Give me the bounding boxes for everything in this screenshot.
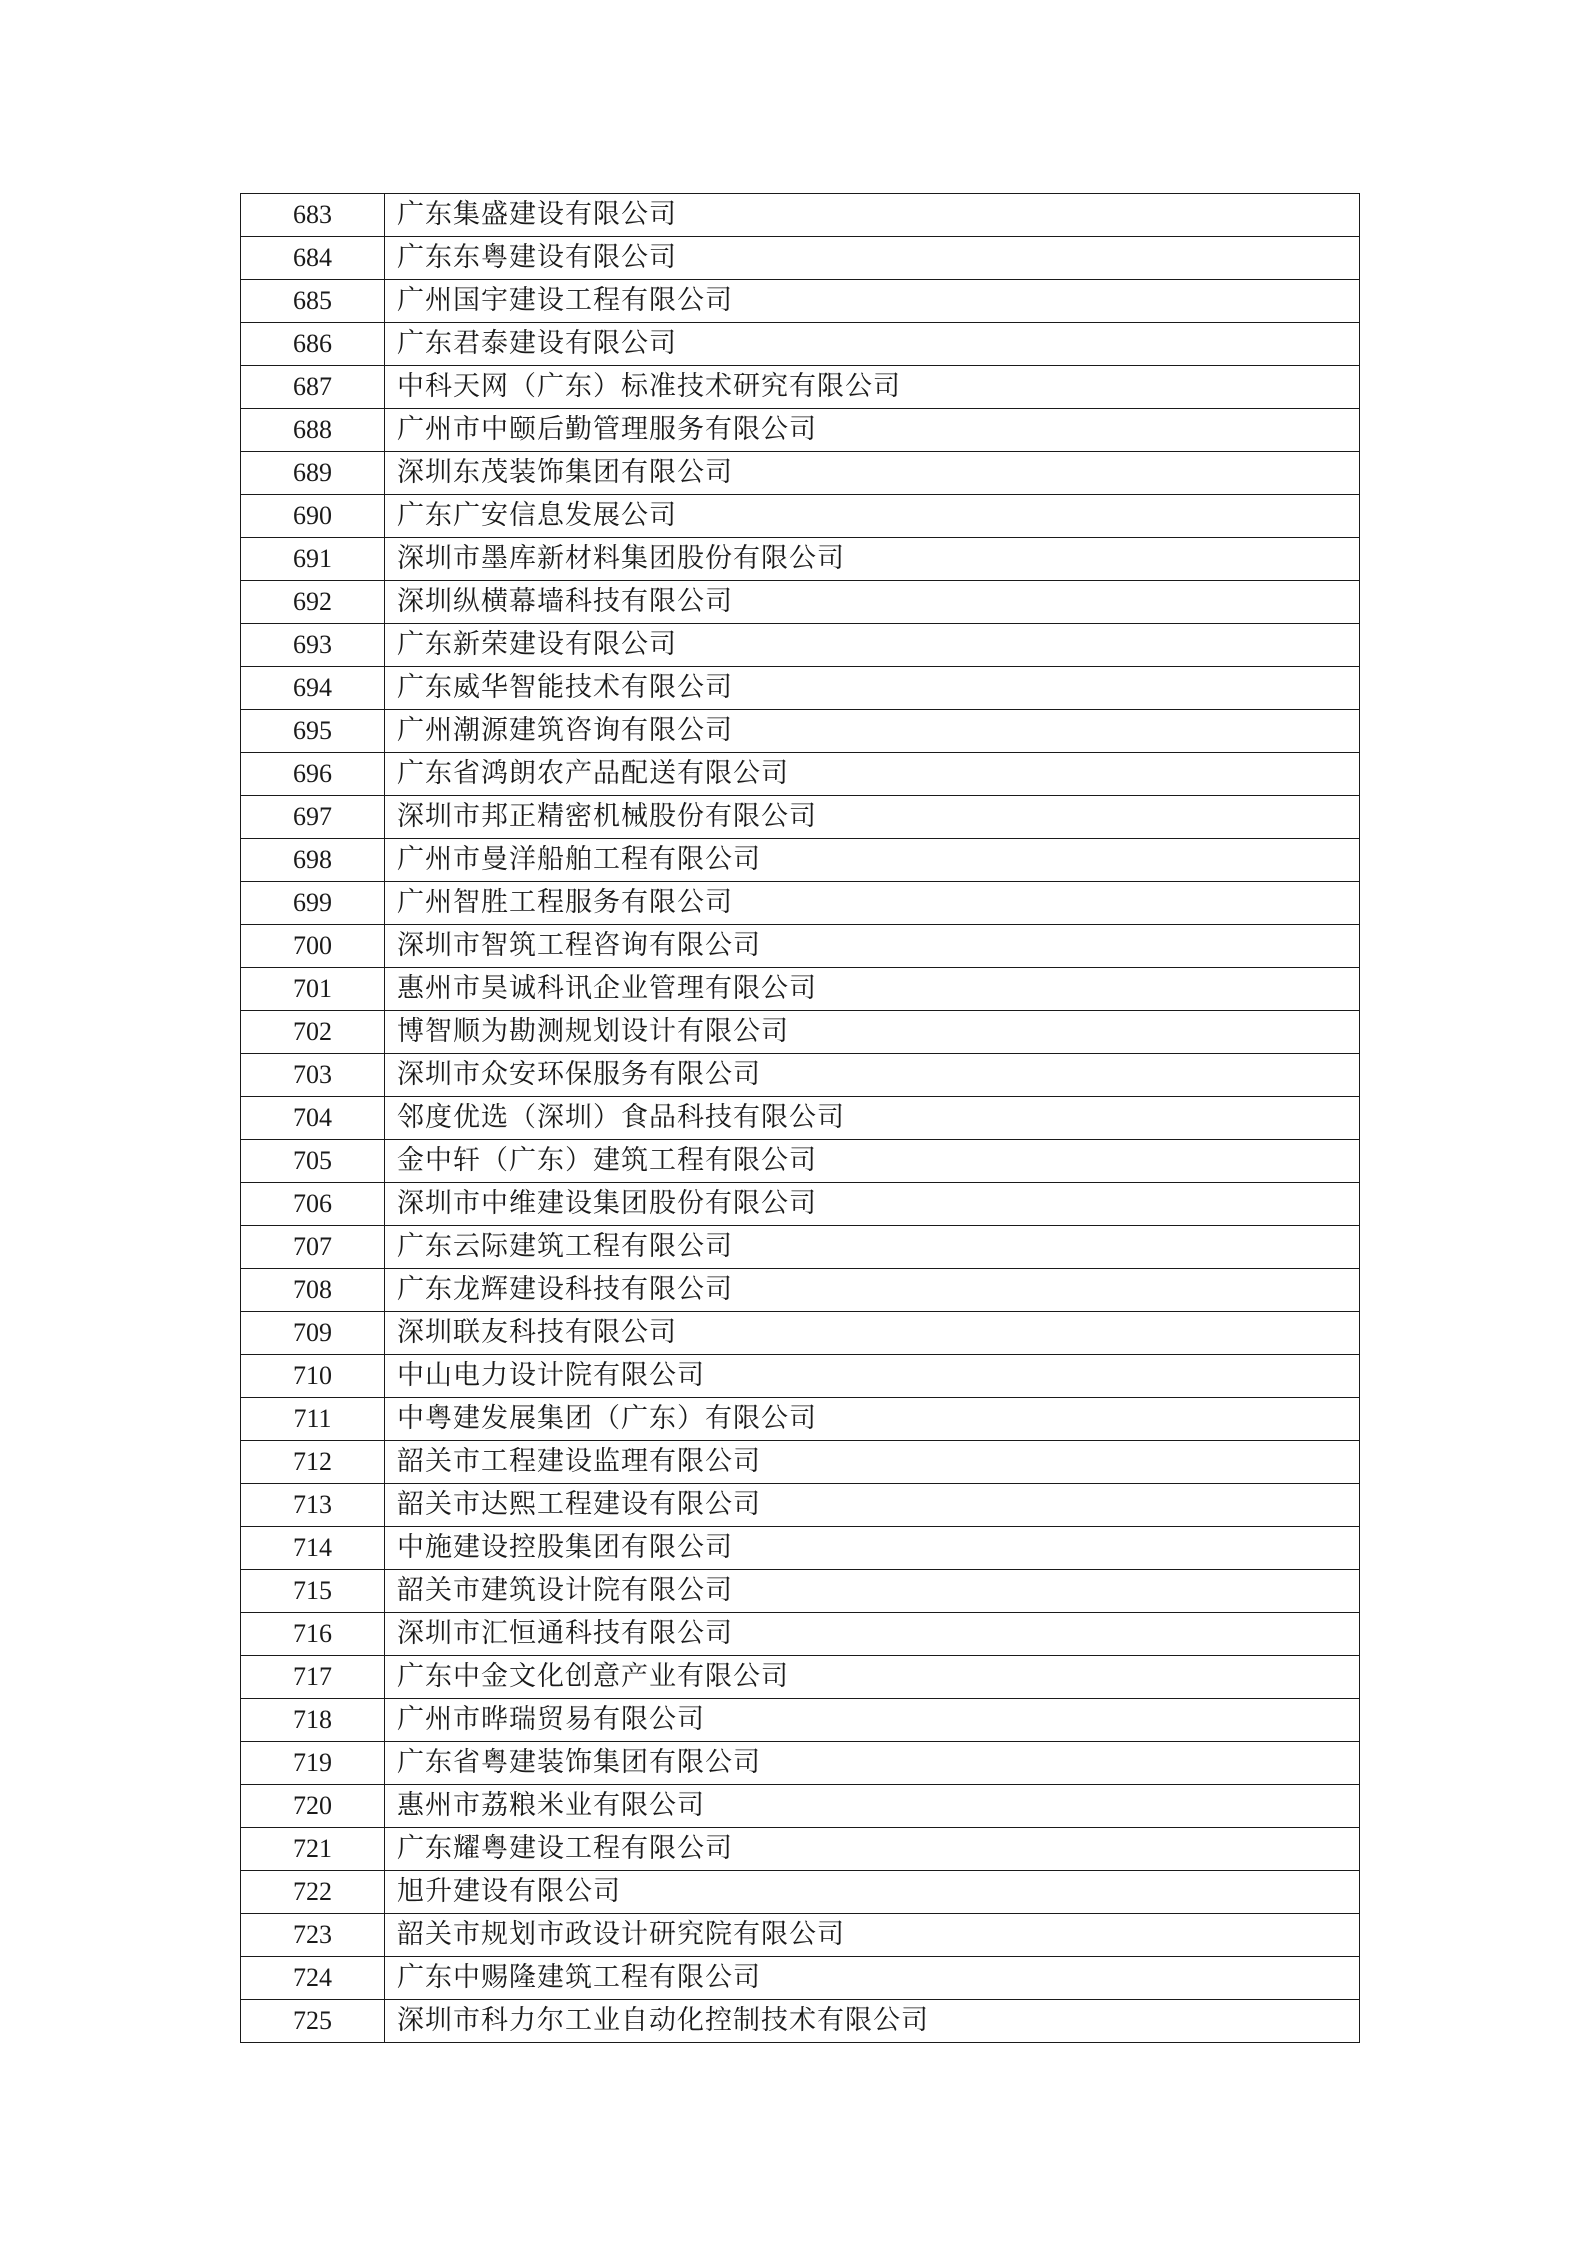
company-name: 广东君泰建设有限公司 [385, 323, 1360, 366]
company-name: 广州市晔瑞贸易有限公司 [385, 1699, 1360, 1742]
company-name: 韶关市达熙工程建设有限公司 [385, 1484, 1360, 1527]
table-body [241, 194, 1360, 2043]
table-row [241, 1484, 1360, 1527]
table-row [241, 1785, 1360, 1828]
table-row [241, 1914, 1360, 1957]
table-row [241, 1871, 1360, 1914]
company-name: 惠州市荔粮米业有限公司 [385, 1785, 1360, 1828]
table-row [241, 1656, 1360, 1699]
company-name: 中施建设控股集团有限公司 [385, 1527, 1360, 1570]
row-number: 705 [241, 1140, 385, 1183]
company-name: 博智顺为勘测规划设计有限公司 [385, 1011, 1360, 1054]
table-row [241, 1742, 1360, 1785]
table-row [241, 1398, 1360, 1441]
row-number: 696 [241, 753, 385, 796]
company-name: 广东省鸿朗农产品配送有限公司 [385, 753, 1360, 796]
row-number: 695 [241, 710, 385, 753]
table-row [241, 366, 1360, 409]
row-number: 706 [241, 1183, 385, 1226]
row-number: 693 [241, 624, 385, 667]
row-number: 688 [241, 409, 385, 452]
row-number: 724 [241, 1957, 385, 2000]
company-name: 中科天网（广东）标准技术研究有限公司 [385, 366, 1360, 409]
company-name: 广州市曼洋船舶工程有限公司 [385, 839, 1360, 882]
table-row [241, 280, 1360, 323]
row-number: 714 [241, 1527, 385, 1570]
row-number: 698 [241, 839, 385, 882]
row-number: 704 [241, 1097, 385, 1140]
row-number: 712 [241, 1441, 385, 1484]
company-name: 深圳联友科技有限公司 [385, 1312, 1360, 1355]
company-name: 深圳市邦正精密机械股份有限公司 [385, 796, 1360, 839]
row-number: 694 [241, 667, 385, 710]
company-name: 中粤建发展集团（广东）有限公司 [385, 1398, 1360, 1441]
company-name: 深圳东茂装饰集团有限公司 [385, 452, 1360, 495]
row-number: 685 [241, 280, 385, 323]
table-row [241, 1613, 1360, 1656]
table-row [241, 1140, 1360, 1183]
row-number: 722 [241, 1871, 385, 1914]
company-name: 广东耀粤建设工程有限公司 [385, 1828, 1360, 1871]
row-number: 713 [241, 1484, 385, 1527]
company-name: 中山电力设计院有限公司 [385, 1355, 1360, 1398]
table-row [241, 1527, 1360, 1570]
table-row [241, 495, 1360, 538]
company-name: 惠州市昊诚科讯企业管理有限公司 [385, 968, 1360, 1011]
row-number: 710 [241, 1355, 385, 1398]
table-row [241, 1054, 1360, 1097]
company-name: 深圳纵横幕墙科技有限公司 [385, 581, 1360, 624]
row-number: 708 [241, 1269, 385, 1312]
table-row [241, 1957, 1360, 2000]
table-row [241, 1226, 1360, 1269]
table-row [241, 710, 1360, 753]
company-name: 深圳市中维建设集团股份有限公司 [385, 1183, 1360, 1226]
table-row [241, 2000, 1360, 2043]
table-row [241, 667, 1360, 710]
row-number: 719 [241, 1742, 385, 1785]
row-number: 684 [241, 237, 385, 280]
table-row [241, 968, 1360, 1011]
company-name: 韶关市规划市政设计研究院有限公司 [385, 1914, 1360, 1957]
company-name: 广东广安信息发展公司 [385, 495, 1360, 538]
row-number: 721 [241, 1828, 385, 1871]
table-row [241, 323, 1360, 366]
row-number: 701 [241, 968, 385, 1011]
row-number: 709 [241, 1312, 385, 1355]
table-row [241, 237, 1360, 280]
company-list-table [240, 193, 1360, 2043]
company-name: 深圳市众安环保服务有限公司 [385, 1054, 1360, 1097]
row-number: 707 [241, 1226, 385, 1269]
company-name: 邻度优选（深圳）食品科技有限公司 [385, 1097, 1360, 1140]
company-name: 广东新荣建设有限公司 [385, 624, 1360, 667]
company-name: 深圳市汇恒通科技有限公司 [385, 1613, 1360, 1656]
row-number: 683 [241, 194, 385, 237]
company-name: 金中轩（广东）建筑工程有限公司 [385, 1140, 1360, 1183]
company-name: 广州市中颐后勤管理服务有限公司 [385, 409, 1360, 452]
table-row [241, 1269, 1360, 1312]
row-number: 702 [241, 1011, 385, 1054]
table-row [241, 1441, 1360, 1484]
row-number: 692 [241, 581, 385, 624]
company-name: 广东中金文化创意产业有限公司 [385, 1656, 1360, 1699]
table-row [241, 1312, 1360, 1355]
company-name: 广东云际建筑工程有限公司 [385, 1226, 1360, 1269]
row-number: 699 [241, 882, 385, 925]
company-name: 广东威华智能技术有限公司 [385, 667, 1360, 710]
row-number: 700 [241, 925, 385, 968]
row-number: 690 [241, 495, 385, 538]
company-name: 广州智胜工程服务有限公司 [385, 882, 1360, 925]
company-name: 深圳市墨库新材料集团股份有限公司 [385, 538, 1360, 581]
table-row [241, 882, 1360, 925]
table-row [241, 1355, 1360, 1398]
company-name: 广州国宇建设工程有限公司 [385, 280, 1360, 323]
table-row [241, 839, 1360, 882]
table-row [241, 624, 1360, 667]
company-name: 韶关市工程建设监理有限公司 [385, 1441, 1360, 1484]
row-number: 718 [241, 1699, 385, 1742]
row-number: 697 [241, 796, 385, 839]
row-number: 717 [241, 1656, 385, 1699]
company-name: 韶关市建筑设计院有限公司 [385, 1570, 1360, 1613]
company-name: 广东东粤建设有限公司 [385, 237, 1360, 280]
company-name: 广东龙辉建设科技有限公司 [385, 1269, 1360, 1312]
row-number: 723 [241, 1914, 385, 1957]
table-row [241, 581, 1360, 624]
table-row [241, 1183, 1360, 1226]
row-number: 725 [241, 2000, 385, 2043]
table-row [241, 194, 1360, 237]
table-row [241, 1699, 1360, 1742]
row-number: 716 [241, 1613, 385, 1656]
table-row [241, 1097, 1360, 1140]
row-number: 687 [241, 366, 385, 409]
row-number: 715 [241, 1570, 385, 1613]
row-number: 689 [241, 452, 385, 495]
table-row [241, 1570, 1360, 1613]
company-name: 深圳市科力尔工业自动化控制技术有限公司 [385, 2000, 1360, 2043]
table-row [241, 753, 1360, 796]
row-number: 691 [241, 538, 385, 581]
table-row [241, 538, 1360, 581]
company-name: 旭升建设有限公司 [385, 1871, 1360, 1914]
row-number: 686 [241, 323, 385, 366]
row-number: 720 [241, 1785, 385, 1828]
table-row [241, 796, 1360, 839]
table-row [241, 1011, 1360, 1054]
table-row [241, 409, 1360, 452]
company-name: 广州潮源建筑咨询有限公司 [385, 710, 1360, 753]
company-name: 深圳市智筑工程咨询有限公司 [385, 925, 1360, 968]
row-number: 703 [241, 1054, 385, 1097]
table-row [241, 925, 1360, 968]
company-name: 广东中赐隆建筑工程有限公司 [385, 1957, 1360, 2000]
table-row [241, 1828, 1360, 1871]
company-name: 广东集盛建设有限公司 [385, 194, 1360, 237]
row-number: 711 [241, 1398, 385, 1441]
company-name: 广东省粤建装饰集团有限公司 [385, 1742, 1360, 1785]
table-row [241, 452, 1360, 495]
